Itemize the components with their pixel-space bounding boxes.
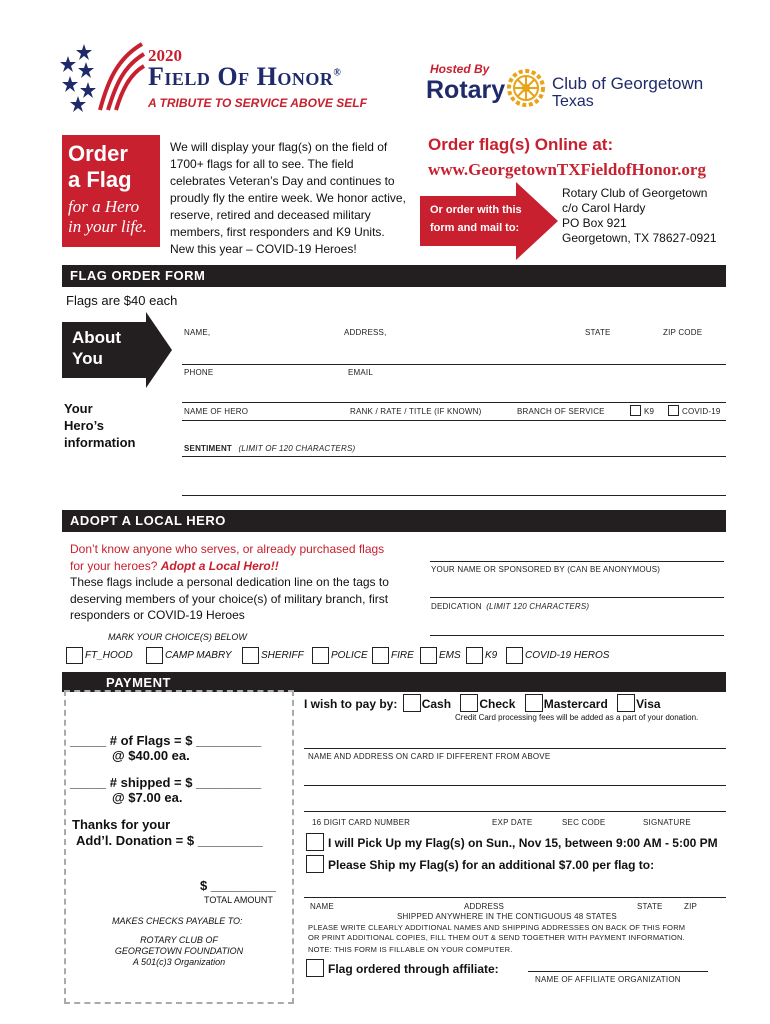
sentiment-field[interactable] (182, 456, 726, 496)
price-note: Flags are $40 each (66, 293, 178, 308)
hero-heading-line2: Hero’s (64, 418, 104, 433)
club-line2: Texas (552, 93, 594, 110)
card-number-label: 16 DIGIT CARD NUMBER (312, 818, 411, 827)
name-address-field[interactable] (182, 340, 726, 364)
pay-cash-option[interactable] (403, 697, 451, 711)
covid-label: COVID-19 (682, 407, 721, 416)
adopt-local-hero-bar: ADOPT A LOCAL HERO (62, 510, 726, 532)
mailing-address (562, 186, 717, 246)
choice-camp-mabry[interactable] (146, 647, 232, 664)
dedication-label (431, 602, 589, 611)
dedication-limit: (LIMIT 120 CHARACTERS) (486, 602, 590, 611)
arrow-text-line2: form and mail to: (430, 222, 520, 234)
order-a-flag-line2: a Flag (68, 167, 132, 192)
pay-visa-label: Visa (636, 697, 661, 711)
flag-order-form-bar: FLAG ORDER FORM (62, 265, 726, 287)
name-label: NAME, (184, 328, 211, 337)
card-name-address-label: NAME AND ADDRESS ON CARD IF DIFFERENT FROM ABOVE (308, 752, 551, 761)
pay-cash-label: Cash (421, 697, 452, 711)
ship-address-field[interactable] (304, 876, 726, 898)
address-line1: Rotary Club of Georgetown (562, 186, 708, 200)
about-you-line1: About (72, 328, 122, 347)
card-name-address-field[interactable] (304, 727, 726, 749)
choice-covid-heros-label: COVID-19 HEROS (525, 650, 610, 661)
ship-zip-label: ZIP (684, 902, 698, 911)
zip-label: ZIP CODE (663, 328, 703, 337)
hero-heading-line3: information (64, 435, 136, 450)
exp-date-label: EXP DATE (492, 818, 533, 827)
choice-covid-heros[interactable] (506, 647, 609, 664)
choice-k9[interactable] (466, 647, 497, 664)
ship-state-label: STATE (637, 902, 663, 911)
k9-checkbox[interactable] (630, 405, 654, 416)
dedication-title: DEDICATION (431, 602, 482, 611)
card-address-line2-field[interactable] (304, 764, 726, 786)
order-a-flag-box (62, 135, 160, 247)
affiliate-name-label: NAME OF AFFILIATE ORGANIZATION (535, 975, 681, 984)
arrow-text-line1: Or order with this (430, 204, 522, 216)
order-online-heading: Order flag(s) Online at: (428, 135, 614, 154)
ship-option[interactable] (306, 855, 654, 873)
order-a-flag-line3: for a Hero (68, 197, 140, 216)
name-of-hero-label: NAME OF HERO (184, 407, 249, 416)
phone-email-field[interactable] (182, 380, 726, 402)
choice-k9-label: K9 (485, 650, 498, 661)
sentiment-label (184, 444, 355, 453)
ship-name-label: NAME (310, 902, 334, 911)
hero-heading (64, 400, 136, 451)
choice-ft-hood[interactable] (66, 647, 133, 664)
k9-label: K9 (644, 407, 655, 416)
thanks-label: Thanks for your (72, 817, 171, 832)
address-line4: Georgetown, TX 78627-0921 (562, 231, 717, 245)
covid-checkbox[interactable] (668, 405, 721, 416)
flags-total-line[interactable]: _____ # of Flags = $ _________ (70, 733, 262, 748)
address-line2: c/o Carol Hardy (562, 201, 646, 215)
choice-camp-mabry-label: CAMP MABRY (165, 650, 232, 661)
address-label: ADDRESS, (344, 328, 387, 337)
rank-label: RANK / RATE / TITLE (IF KNOWN) (350, 407, 482, 416)
cc-fee-note: Credit Card processing fees will be added as a part of your donation. (455, 713, 699, 722)
choice-police-label: POLICE (331, 650, 368, 661)
donation-line[interactable]: Add’l. Donation = $ _________ (76, 833, 263, 848)
pay-visa-option[interactable] (617, 697, 660, 711)
rotary-wordmark: Rotary (426, 76, 506, 104)
ship-address-label: ADDRESS (464, 902, 505, 911)
logo-year: 2020 (148, 46, 182, 65)
sentiment-title: SENTIMENT (184, 444, 233, 453)
intro-paragraph: We will display your flag(s) on the field of 1700+ flags for all to see. The field celebrates Veteran’s Day and continues to proudly fly the entire week. We honor active, reserve, retired and deceased military members, first responders and K9 Units. New this year – COVID-19 Heroes! (170, 140, 406, 256)
payment-bar: PAYMENT (62, 672, 726, 692)
pickup-label: I will Pick Up my Flag(s) on Sun., Nov 15, between 9:00 AM - 5:00 PM (328, 836, 718, 850)
phone-label: PHONE (184, 368, 214, 377)
adopt-text (70, 541, 392, 624)
rotary-wheel-icon (506, 68, 546, 108)
ship-label: Please Ship my Flag(s) for an additional $7.00 per flag to: (328, 858, 655, 872)
pay-mastercard-label: Mastercard (543, 697, 608, 711)
logo-title: Field Of Honor (148, 62, 334, 91)
pay-method-row (304, 694, 661, 712)
note-line3: NOTE: THIS FORM IS FILLABLE ON YOUR COMPUTER. (308, 945, 513, 954)
affiliate-label: Flag ordered through affiliate: (328, 962, 499, 976)
dedication-field[interactable] (430, 612, 724, 636)
stars-stripes-icon (56, 40, 146, 112)
hero-heading-line1: Your (64, 401, 93, 416)
branch-label: BRANCH OF SERVICE (517, 407, 605, 416)
registered-mark: ® (333, 67, 342, 79)
pay-mastercard-option[interactable] (525, 697, 608, 711)
affiliate-option[interactable] (306, 959, 499, 977)
sec-code-label: SEC CODE (562, 818, 606, 827)
rotary-logo (426, 62, 726, 116)
address-line3: PO Box 921 (562, 216, 627, 230)
choice-fire[interactable] (372, 647, 414, 664)
note-line1: PLEASE WRITE CLEARLY ADDITIONAL NAMES AND SHIPPING ADDRESSES ON BACK OF THIS FORM (308, 923, 686, 932)
email-label: EMAIL (348, 368, 374, 377)
shipped-total-line[interactable]: _____ # shipped = $ _________ (70, 775, 262, 790)
choice-ft-hood-label: FT_HOOD (85, 650, 133, 661)
hosted-by-label: Hosted By (430, 62, 490, 76)
mark-choices-label: MARK YOUR CHOICE(S) BELOW (108, 632, 247, 642)
logo-tagline: A TRIBUTE TO SERVICE ABOVE SELF (148, 96, 367, 110)
red-arrow-icon (420, 182, 558, 260)
state-label: STATE (585, 328, 611, 337)
sentiment-limit: (LIMIT OF 120 CHARACTERS) (238, 444, 356, 453)
affiliate-field[interactable] (528, 956, 708, 972)
club-line1: Club of Georgetown (552, 74, 704, 93)
payee-line2: GEORGETOWN FOUNDATION (114, 946, 244, 956)
website-link[interactable]: www.GeorgetownTXFieldofHonor.org (428, 160, 706, 179)
signature-label: SIGNATURE (643, 818, 691, 827)
adopt-red-text: Don’t know anyone who serves, or already purchased flags for your heroes? (70, 542, 385, 573)
sponsor-field[interactable] (430, 576, 724, 598)
checks-payable-label: MAKES CHECKS PAYABLE TO: (112, 916, 243, 926)
choice-sheriff[interactable] (242, 647, 304, 664)
choice-sheriff-label: SHERIFF (261, 650, 304, 661)
choice-fire-label: FIRE (391, 650, 414, 661)
contiguous-note: SHIPPED ANYWHERE IN THE CONTIGUOUS 48 STATES (397, 912, 617, 921)
payee-line1: ROTARY CLUB OF (140, 935, 218, 945)
wish-to-pay-label: I wish to pay by: (304, 697, 398, 711)
choice-police[interactable] (312, 647, 368, 664)
pay-check-option[interactable] (460, 697, 515, 711)
adopt-body: These flags include a personal dedication line on the tags to deserving members of your choice(s) of military branch, first responders or COVID-19 Heroes (70, 575, 389, 622)
note-line2: OR PRINT ADDITIONAL COPIES, FILL THEM OUT & SEND TOGETHER WITH PAYMENT INFORMATION. (308, 933, 685, 942)
choice-ems-label: EMS (439, 650, 461, 661)
total-label: TOTAL AMOUNT (204, 895, 273, 905)
payee-line3: A 501(c)3 Organization (132, 957, 226, 967)
card-number-field[interactable] (304, 790, 726, 812)
choice-ems[interactable] (420, 647, 461, 664)
pay-check-label: Check (479, 697, 516, 711)
pickup-option[interactable] (306, 833, 718, 851)
adopt-red-bold: Adopt a Local Hero!! (160, 558, 279, 573)
order-a-flag-line4: in your life. (68, 217, 147, 236)
order-a-flag-line1: Order (68, 141, 128, 166)
flags-price: @ $40.00 ea. (112, 748, 190, 763)
total-line[interactable]: $ _________ (200, 878, 276, 893)
shipped-price: @ $7.00 ea. (112, 790, 183, 805)
about-you-line2: You (72, 349, 103, 368)
field-of-honor-logo (56, 40, 386, 120)
sponsor-label: YOUR NAME OR SPONSORED BY (CAN BE ANONYMOUS) (431, 565, 661, 574)
